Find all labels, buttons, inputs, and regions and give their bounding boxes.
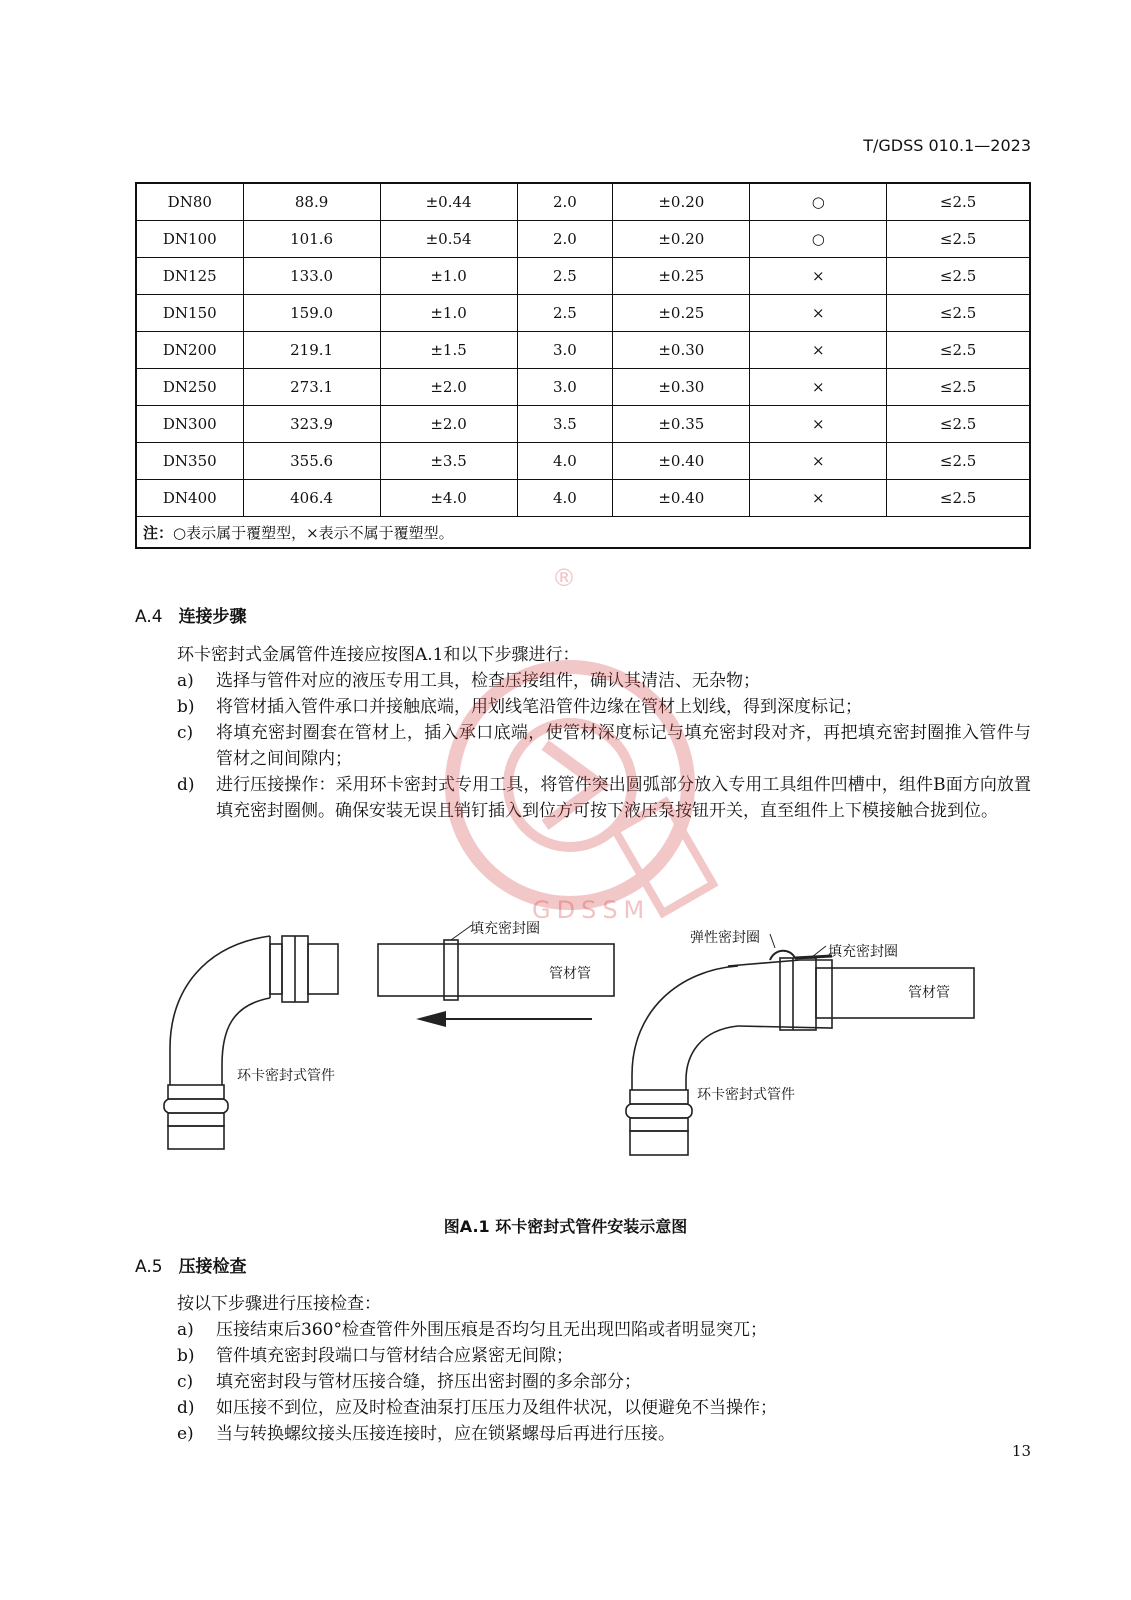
table-cell: 323.9 xyxy=(243,406,380,443)
label-fitting-right: 环卡密封式管件 xyxy=(697,1087,795,1103)
section-a4-intro: 环卡密封式金属管件连接应按图A.1和以下步骤进行： xyxy=(177,645,580,665)
list-marker: c) xyxy=(177,1372,194,1392)
figure-caption: 图A.1 环卡密封式管件安装示意图 xyxy=(443,1217,688,1236)
table-cell: 2.5 xyxy=(517,295,613,332)
right-fitting-drawing xyxy=(626,934,974,1155)
table-cell: ±1.0 xyxy=(380,258,517,295)
table-cell: 2.5 xyxy=(517,258,613,295)
table-cell: 2.0 xyxy=(517,221,613,258)
list-text: 当与转换螺纹接头压接连接时，应在锁紧螺母后再进行压接。 xyxy=(216,1424,675,1444)
label-pipe-left: 管材管 xyxy=(549,966,591,982)
list-marker: a) xyxy=(177,671,194,691)
label-fitting-left: 环卡密封式管件 xyxy=(237,1068,335,1084)
table-cell: ○ xyxy=(750,221,887,258)
table-cell: ±0.25 xyxy=(613,258,750,295)
table-cell: × xyxy=(750,369,887,406)
table-cell: DN150 xyxy=(136,295,243,332)
table-cell: ○ xyxy=(750,183,887,221)
list-item xyxy=(177,1343,1031,1369)
table-cell: × xyxy=(750,480,887,517)
table-cell: ±2.0 xyxy=(380,406,517,443)
table-cell: DN350 xyxy=(136,443,243,480)
table-cell: × xyxy=(750,258,887,295)
table-cell: DN400 xyxy=(136,480,243,517)
list-item xyxy=(177,1421,1031,1447)
label-elastic-ring: 弹性密封圈 xyxy=(690,930,760,946)
section-a4-title: 连接步骤 xyxy=(178,607,247,627)
table-cell: 273.1 xyxy=(243,369,380,406)
list-text: 将管材插入管件承口并接触底端，用划线笔沿管件边缘在管材上划线，得到深度标记； xyxy=(216,697,862,717)
table-cell: ±3.5 xyxy=(380,443,517,480)
table-cell: 3.5 xyxy=(517,406,613,443)
table-cell: ≤2.5 xyxy=(887,480,1030,517)
stamp-registered-mark: ® xyxy=(552,564,576,592)
section-a5-title: 压接检查 xyxy=(178,1257,247,1277)
label-fill-ring-right: 填充密封圈 xyxy=(828,944,898,960)
table-cell: × xyxy=(750,406,887,443)
table-cell: DN250 xyxy=(136,369,243,406)
section-a5-number: A.5 xyxy=(135,1257,163,1277)
list-marker: b) xyxy=(177,1346,195,1366)
section-a4-number: A.4 xyxy=(135,607,163,627)
table-cell: DN200 xyxy=(136,332,243,369)
table-cell: ±4.0 xyxy=(380,480,517,517)
table-cell: ±0.40 xyxy=(613,480,750,517)
list-text: 压接结束后360°检查管件外围压痕是否均匀且无出现凹陷或者明显突兀； xyxy=(216,1320,767,1340)
list-marker: a) xyxy=(177,1320,194,1340)
list-marker: d) xyxy=(177,775,195,795)
table-cell: 406.4 xyxy=(243,480,380,517)
table-cell: ≤2.5 xyxy=(887,406,1030,443)
table-cell: ±1.5 xyxy=(380,332,517,369)
table-cell: × xyxy=(750,332,887,369)
table-cell: 3.0 xyxy=(517,332,613,369)
table-cell: 219.1 xyxy=(243,332,380,369)
table-cell: 101.6 xyxy=(243,221,380,258)
table-cell: ≤2.5 xyxy=(887,369,1030,406)
table-cell: 3.0 xyxy=(517,369,613,406)
list-marker: d) xyxy=(177,1398,195,1418)
list-marker: b) xyxy=(177,697,195,717)
table-cell: ≤2.5 xyxy=(887,443,1030,480)
table-cell: 4.0 xyxy=(517,480,613,517)
table-cell: ≤2.5 xyxy=(887,258,1030,295)
table-cell: ≤2.5 xyxy=(887,295,1030,332)
table-cell: × xyxy=(750,295,887,332)
table-cell: 355.6 xyxy=(243,443,380,480)
table-cell: ≤2.5 xyxy=(887,221,1030,258)
table-cell: DN80 xyxy=(136,183,243,221)
list-text: 填充密封段与管材压接合缝，挤压出密封圈的多余部分； xyxy=(216,1372,641,1392)
section-a5-intro: 按以下步骤进行压接检查： xyxy=(177,1294,381,1314)
label-fill-ring-left: 填充密封圈 xyxy=(470,921,540,937)
table-cell: DN300 xyxy=(136,406,243,443)
list-text: 进行压接操作：采用环卡密封式专用工具，将管件突出圆弧部分放入专用工具组件凹槽中，组件B面方向放置填充密封圈侧。确保安装无误且销钉插入到位方可按下液压泵按钮开关，直至组件上下模接触合拢到位。 xyxy=(216,775,1031,821)
table-cell: DN125 xyxy=(136,258,243,295)
list-item xyxy=(177,1395,1031,1421)
document-code: T/GDSS 010.1—2023 xyxy=(863,136,1031,155)
table-cell: ±2.0 xyxy=(380,369,517,406)
list-item xyxy=(177,1369,1031,1395)
table-cell: ±0.30 xyxy=(613,332,750,369)
page-number: 13 xyxy=(1011,1442,1031,1460)
table-cell: ±0.20 xyxy=(613,221,750,258)
table-cell: 133.0 xyxy=(243,258,380,295)
table-cell: ≤2.5 xyxy=(887,183,1030,221)
table-cell: ±0.25 xyxy=(613,295,750,332)
arrow-head-icon xyxy=(416,1011,446,1027)
table-cell: ±0.54 xyxy=(380,221,517,258)
table-cell: 159.0 xyxy=(243,295,380,332)
note-label: 注： xyxy=(143,523,174,542)
list-text: 管件填充密封段端口与管材结合应紧密无间隙； xyxy=(216,1346,573,1366)
stamp-letters: GDSSM xyxy=(532,896,651,924)
table-cell: ≤2.5 xyxy=(887,332,1030,369)
list-text: 如压接不到位，应及时检查油泵打压压力及组件状况，以便避免不当操作； xyxy=(216,1398,777,1418)
table-cell: DN100 xyxy=(136,221,243,258)
table-cell: ±0.35 xyxy=(613,406,750,443)
label-pipe-right: 管材管 xyxy=(908,985,950,1001)
table-cell: 4.0 xyxy=(517,443,613,480)
section-a5-heading xyxy=(135,1252,247,1277)
table-cell: ±0.30 xyxy=(613,369,750,406)
table-cell: 2.0 xyxy=(517,183,613,221)
list-marker: e) xyxy=(177,1424,194,1444)
note-text: ○表示属于覆塑型，×表示不属于覆塑型。 xyxy=(173,523,454,542)
table-cell: × xyxy=(750,443,887,480)
table-cell: ±0.20 xyxy=(613,183,750,221)
list-text: 选择与管件对应的液压专用工具，检查压接组件，确认其清洁、无杂物； xyxy=(216,671,760,691)
table-cell: 88.9 xyxy=(243,183,380,221)
list-text: 将填充密封圈套在管材上，插入承口底端，使管材深度标记与填充密封段对齐，再把填充密封圈推入管件与管材之间间隙内； xyxy=(216,723,1031,769)
list-marker: c) xyxy=(177,723,194,743)
list-item xyxy=(177,1317,1031,1343)
table-cell: ±0.44 xyxy=(380,183,517,221)
left-fitting-drawing xyxy=(164,925,614,1149)
table-cell: ±1.0 xyxy=(380,295,517,332)
table-cell: ±0.40 xyxy=(613,443,750,480)
